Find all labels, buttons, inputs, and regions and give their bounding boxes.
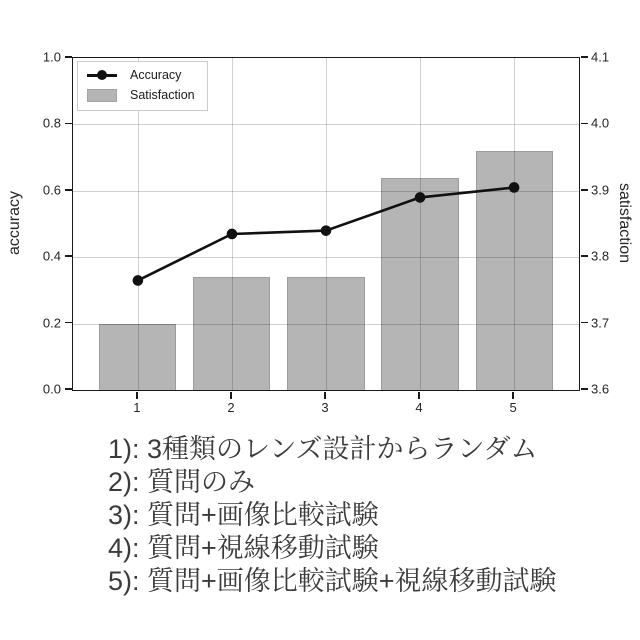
y-right-tick-label: 4.1 [591,49,610,65]
accuracy-point-2 [227,229,238,240]
y-right-tick-mark [581,388,588,390]
y-axis-label-left: accuracy [6,190,23,256]
y-left-tick-label: 0.2 [42,315,61,331]
y-left-tick-mark [65,255,72,257]
dot-icon [97,70,107,80]
x-tick-mark [230,392,232,399]
y-left-tick-mark [65,322,72,324]
annotation-line: 4): 質問+視線移動試験 [108,533,379,563]
x-tick-label: 2 [227,400,235,415]
y-right-tick-mark [581,189,588,191]
line-dot-marker-icon [87,70,117,81]
x-tick-mark [324,392,326,399]
y-right-tick-mark [581,322,588,324]
y-left-tick-mark [65,56,72,58]
y-left-tick-mark [65,388,72,390]
legend-entry-satisfaction [87,88,195,102]
y-right-tick-label: 3.7 [591,315,610,331]
x-tick-label: 5 [509,400,517,415]
accuracy-point-3 [321,225,332,236]
y-left-tick-label: 0.4 [42,248,61,264]
y-right-tick-label: 3.9 [591,182,610,198]
x-tick-label: 1 [133,400,141,415]
legend-label-accuracy: Accuracy [130,68,182,82]
annotation-line: 1): 3種類のレンズ設計からランダム [108,434,538,464]
y-left-tick-label: 0.0 [42,381,61,397]
y-right-tick-label: 3.8 [591,248,610,264]
plot-area [72,57,580,391]
y-left-tick-label: 0.6 [42,182,61,198]
accuracy-point-4 [415,192,426,203]
accuracy-point-1 [133,275,144,286]
annotation-line: 5): 質問+画像比較試験+視線移動試験 [108,566,557,596]
y-right-tick-mark [581,56,588,58]
y-right-tick-mark [581,255,588,257]
legend-label-satisfaction: Satisfaction [130,88,195,102]
y-left-tick-label: 0.8 [42,115,61,131]
y-left-tick-mark [65,189,72,191]
legend-entry-accuracy [87,68,195,82]
x-tick-mark [512,392,514,399]
x-tick-mark [418,392,420,399]
x-tick-mark [136,392,138,399]
y-axis-label-right: satisfaction [616,182,633,264]
y-right-tick-label: 3.6 [591,381,610,397]
annotation-list [108,433,608,598]
annotation-line: 3): 質問+画像比較試験 [108,500,379,530]
y-left-tick-mark [65,123,72,125]
x-tick-label: 3 [321,400,329,415]
x-tick-label: 4 [415,400,423,415]
chart-legend [77,61,208,111]
y-right-tick-label: 4.0 [591,115,610,131]
y-left-tick-label: 1.0 [42,49,61,65]
accuracy-point-5 [509,182,520,193]
bar-swatch-icon [87,89,117,102]
annotation-line: 2): 質問のみ [108,467,256,497]
y-right-tick-mark [581,123,588,125]
